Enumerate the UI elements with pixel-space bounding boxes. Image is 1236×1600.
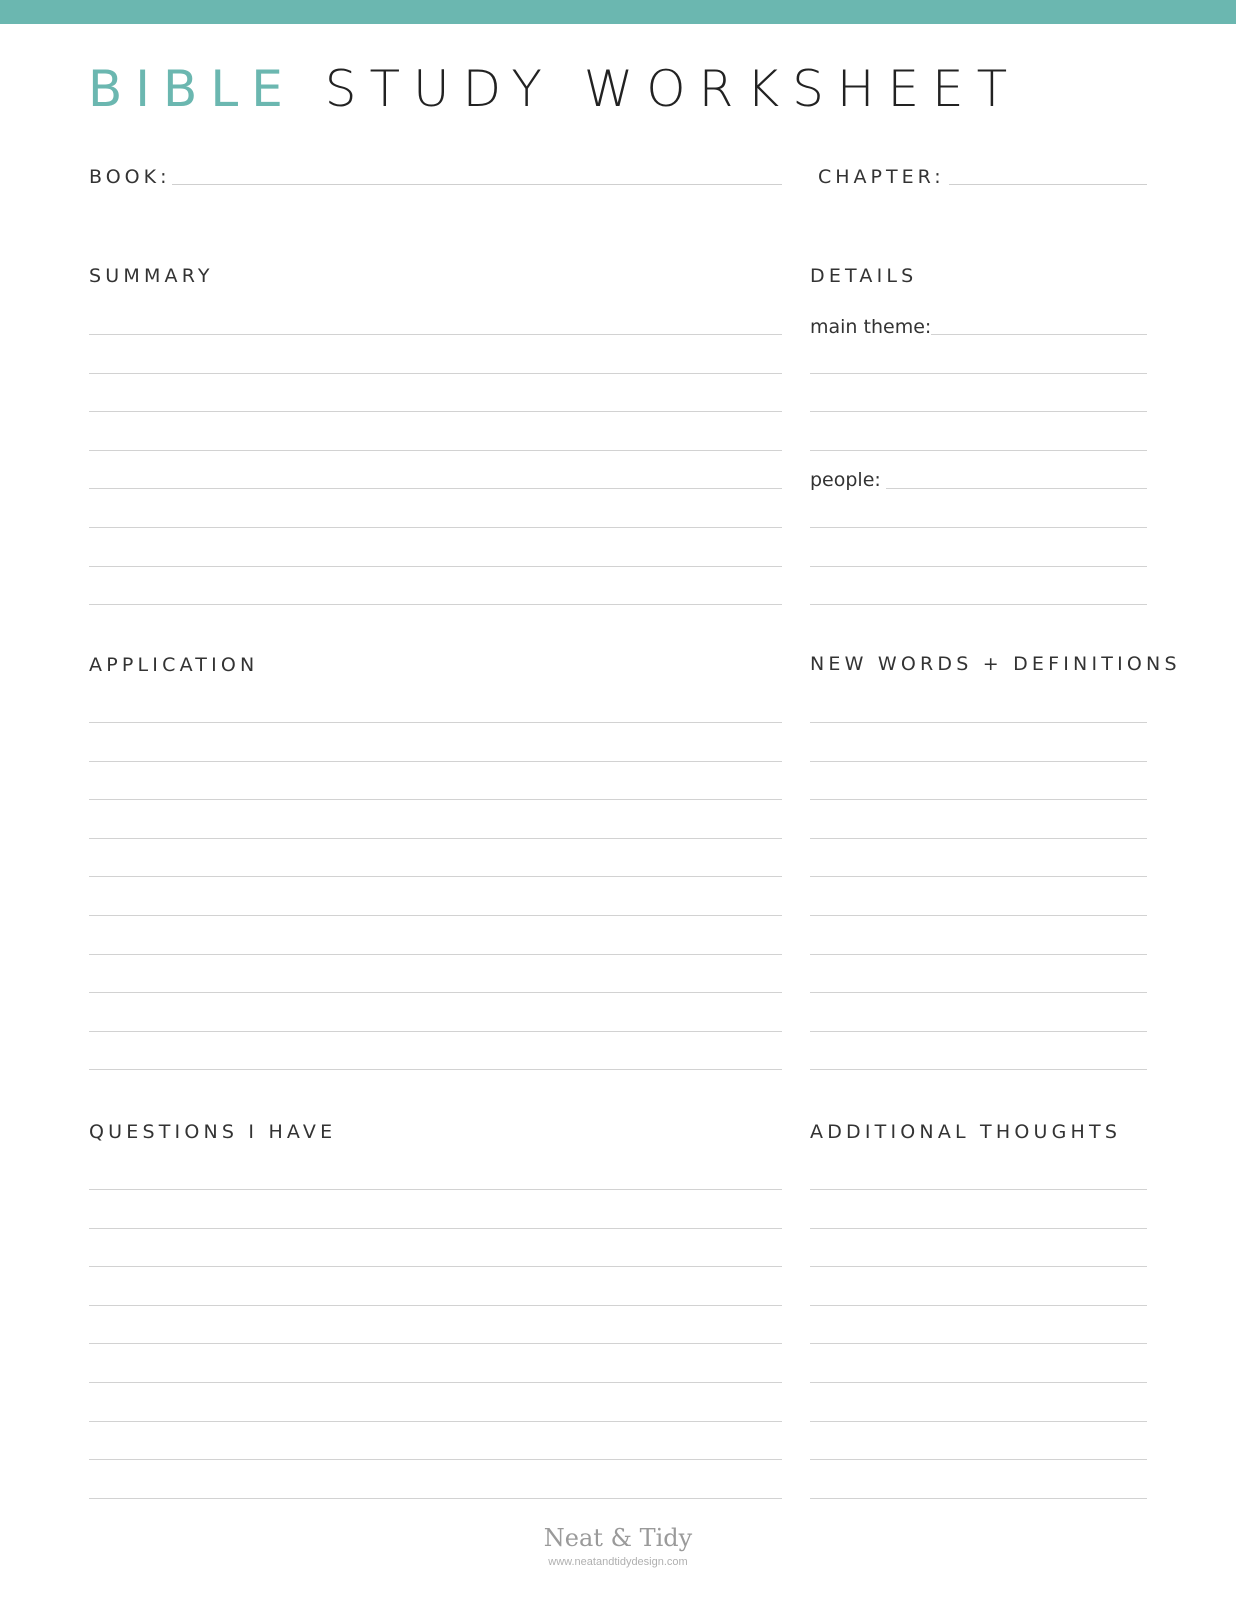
people-label: people: xyxy=(810,469,881,491)
new-words-line[interactable] xyxy=(810,1031,1147,1032)
chapter-label: CHAPTER: xyxy=(818,166,945,188)
summary-line[interactable] xyxy=(89,450,782,451)
questions-line[interactable] xyxy=(89,1266,782,1267)
new-words-line[interactable] xyxy=(810,915,1147,916)
new-words-line[interactable] xyxy=(810,838,1147,839)
additional-thoughts-line[interactable] xyxy=(810,1228,1147,1229)
new-words-line[interactable] xyxy=(810,799,1147,800)
questions-line[interactable] xyxy=(89,1382,782,1383)
questions-heading: QUESTIONS I HAVE xyxy=(89,1121,337,1143)
questions-line[interactable] xyxy=(89,1421,782,1422)
summary-line[interactable] xyxy=(89,411,782,412)
summary-line[interactable] xyxy=(89,373,782,374)
summary-line[interactable] xyxy=(89,604,782,605)
book-label: BOOK: xyxy=(89,166,171,188)
details-line[interactable] xyxy=(810,604,1147,605)
application-line[interactable] xyxy=(89,992,782,993)
footer-url: www.neatandtidydesign.com xyxy=(548,1556,688,1568)
chapter-field[interactable] xyxy=(949,184,1147,185)
additional-thoughts-line[interactable] xyxy=(810,1189,1147,1190)
questions-line[interactable] xyxy=(89,1343,782,1344)
footer-brand: Neat & Tidy xyxy=(543,1524,693,1552)
application-line[interactable] xyxy=(89,1031,782,1032)
application-line[interactable] xyxy=(89,876,782,877)
application-line[interactable] xyxy=(89,799,782,800)
new-words-line[interactable] xyxy=(810,722,1147,723)
summary-line[interactable] xyxy=(89,566,782,567)
questions-line[interactable] xyxy=(89,1305,782,1306)
details-line[interactable] xyxy=(810,566,1147,567)
summary-line[interactable] xyxy=(89,527,782,528)
additional-thoughts-line[interactable] xyxy=(810,1498,1147,1499)
title-rest: STUDY WORKSHEET xyxy=(324,60,1021,118)
application-line[interactable] xyxy=(89,1069,782,1070)
additional-thoughts-line[interactable] xyxy=(810,1459,1147,1460)
application-line[interactable] xyxy=(89,838,782,839)
new-words-line[interactable] xyxy=(810,992,1147,993)
new-words-line[interactable] xyxy=(810,876,1147,877)
questions-line[interactable] xyxy=(89,1459,782,1460)
application-line[interactable] xyxy=(89,954,782,955)
questions-line[interactable] xyxy=(89,1189,782,1190)
title-accent-word: BIBLE xyxy=(88,60,296,118)
top-accent-bar xyxy=(0,0,1236,24)
details-line[interactable] xyxy=(886,488,1147,489)
new-words-line[interactable] xyxy=(810,761,1147,762)
additional-thoughts-line[interactable] xyxy=(810,1266,1147,1267)
additional-thoughts-line[interactable] xyxy=(810,1382,1147,1383)
new-words-heading: NEW WORDS + DEFINITIONS xyxy=(810,653,1181,675)
details-line[interactable] xyxy=(931,334,1147,335)
questions-line[interactable] xyxy=(89,1228,782,1229)
details-line[interactable] xyxy=(810,373,1147,374)
summary-line[interactable] xyxy=(89,488,782,489)
application-line[interactable] xyxy=(89,722,782,723)
details-line[interactable] xyxy=(810,527,1147,528)
new-words-line[interactable] xyxy=(810,954,1147,955)
additional-thoughts-line[interactable] xyxy=(810,1305,1147,1306)
additional-thoughts-line[interactable] xyxy=(810,1343,1147,1344)
application-heading: APPLICATION xyxy=(89,654,259,676)
additional-thoughts-line[interactable] xyxy=(810,1421,1147,1422)
details-heading: DETAILS xyxy=(810,265,918,287)
details-line[interactable] xyxy=(810,411,1147,412)
book-field[interactable] xyxy=(172,184,782,185)
details-line[interactable] xyxy=(810,450,1147,451)
questions-line[interactable] xyxy=(89,1498,782,1499)
page-title xyxy=(88,60,1020,118)
summary-line[interactable] xyxy=(89,334,782,335)
additional-thoughts-heading: ADDITIONAL THOUGHTS xyxy=(810,1121,1122,1143)
new-words-line[interactable] xyxy=(810,1069,1147,1070)
main-theme-label: main theme: xyxy=(810,316,932,338)
summary-heading: SUMMARY xyxy=(89,265,214,287)
application-line[interactable] xyxy=(89,761,782,762)
application-line[interactable] xyxy=(89,915,782,916)
